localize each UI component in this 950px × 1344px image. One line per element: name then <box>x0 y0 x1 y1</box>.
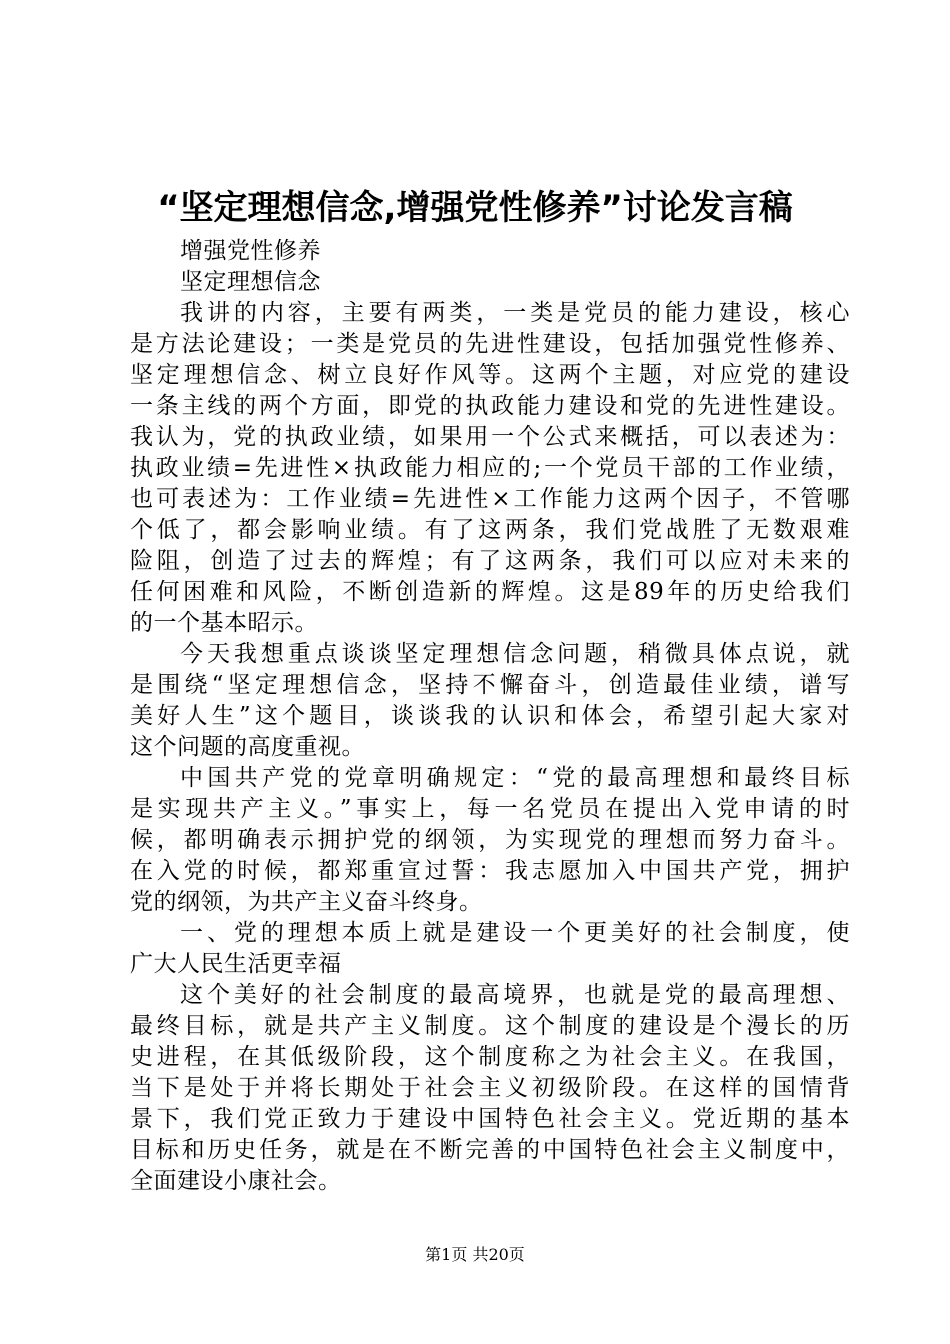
text-line: 候，都明确表示拥护党的纲领，为实现党的理想而努力奋斗。 <box>130 827 850 853</box>
document-title: “坚定理想信念,增强党性修养”讨论发言稿 <box>157 188 793 228</box>
text-line: 我讲的内容，主要有两类，一类是党员的能力建设，核心 <box>180 300 850 326</box>
text-line: 的一个基本昭示。 <box>130 610 318 636</box>
text-line: 最终目标，就是共产主义制度。这个制度的建设是个漫长的历 <box>130 1013 850 1039</box>
text-line: 在入党的时候，都郑重宣过誓：我志愿加入中国共产党，拥护 <box>130 858 850 884</box>
text-line: 中国共产党的党章明确规定：“党的最高理想和最终目标 <box>180 765 850 791</box>
text-line: 这个美好的社会制度的最高境界，也就是党的最高理想、 <box>180 982 850 1008</box>
page-footer: 第1页 共20页 <box>425 1245 525 1264</box>
text-line: 目标和历史任务，就是在不断完善的中国特色社会主义制度中， <box>130 1137 850 1163</box>
text-line: 坚定理想信念、树立良好作风等。这两个主题，对应党的建设 <box>130 362 850 388</box>
document-body <box>130 236 850 1197</box>
text-line: 全面建设小康社会。 <box>130 1168 342 1194</box>
text-line: 是实现共产主义。”事实上，每一名党员在提出入党申请的时 <box>130 796 850 822</box>
text-line: 是方法论建设；一类是党员的先进性建设，包括加强党性修养、 <box>130 331 850 357</box>
text-line: 一条主线的两个方面，即党的执政能力建设和党的先进性建设。 <box>130 393 850 419</box>
text-line: 景下，我们党正致力于建设中国特色社会主义。党近期的基本 <box>130 1106 850 1132</box>
text-line: 广大人民生活更幸福 <box>130 951 342 977</box>
text-line: 增强党性修养 <box>180 238 321 264</box>
text-line: 美好人生”这个题目，谈谈我的认识和体会，希望引起大家对 <box>130 703 850 729</box>
text-line: 执政业绩=先进性×执政能力相应的;一个党员干部的工作业绩， <box>130 455 850 481</box>
text-line: 当下是处于并将长期处于社会主义初级阶段。在这样的国情背 <box>130 1075 850 1101</box>
text-line: 今天我想重点谈谈坚定理想信念问题，稍微具体点说，就 <box>180 641 850 667</box>
text-line: 党的纲领，为共产主义奋斗终身。 <box>130 889 483 915</box>
text-line: 险阻，创造了过去的辉煌；有了这两条，我们可以应对未来的 <box>130 548 850 574</box>
text-line: 是围绕“坚定理想信念，坚持不懈奋斗，创造最佳业绩，谱写 <box>130 672 850 698</box>
text-line: 任何困难和风险，不断创造新的辉煌。这是89年的历史给我们 <box>130 579 850 605</box>
text-line: 史进程，在其低级阶段，这个制度称之为社会主义。在我国， <box>130 1044 850 1070</box>
text-line: 一、党的理想本质上就是建设一个更美好的社会制度，使 <box>180 920 850 946</box>
text-line: 也可表述为：工作业绩=先进性×工作能力这两个因子，不管哪 <box>130 486 850 512</box>
text-line: 坚定理想信念 <box>180 269 321 295</box>
text-line: 个低了，都会影响业绩。有了这两条，我们党战胜了无数艰难 <box>130 517 850 543</box>
text-line: 我认为，党的执政业绩，如果用一个公式来概括，可以表述为： <box>130 424 850 450</box>
text-line: 这个问题的高度重视。 <box>130 734 365 760</box>
